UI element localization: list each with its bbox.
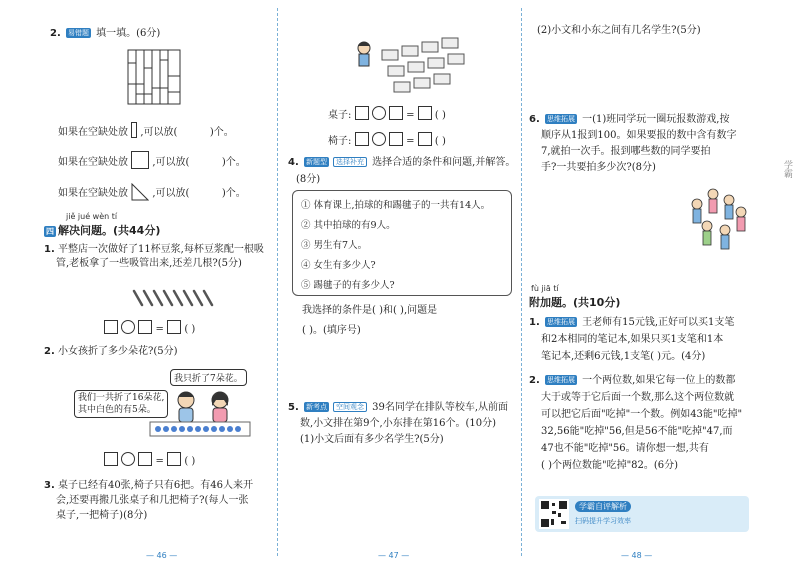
page-number: — 46 — bbox=[146, 551, 178, 560]
speech-bubble-girl: 我只折了7朵花。 bbox=[170, 369, 247, 386]
page-number: — 47 — bbox=[378, 551, 410, 560]
section-title: 四 解决问题。(共44分) bbox=[46, 224, 161, 237]
page-number: — 48 — bbox=[621, 551, 653, 560]
question-4-score: (8分) bbox=[296, 174, 321, 185]
promo-banner[interactable] bbox=[535, 496, 749, 532]
equation-1: = ( ) bbox=[104, 320, 195, 337]
problem-3: 3. 桌子已经有40张,椅子只有6把。有46人来开 会,还要再搬几张桌子和几把椅子?(每人一张 桌子,一把椅子)(8分) bbox=[44, 480, 253, 521]
choose-line-1: 我选择的条件是( )和( ),问题是 bbox=[302, 305, 438, 316]
question-badge: 新题型 bbox=[305, 158, 327, 166]
children-group-illustration bbox=[685, 186, 751, 256]
question-badge: 选择补充 bbox=[333, 157, 367, 167]
fill-line-3: 如果在空缺处放 ,可以放( )个。 bbox=[58, 183, 246, 201]
question-badge: 思维拓展 bbox=[546, 115, 575, 123]
page-48 bbox=[525, 0, 800, 566]
option-1[interactable]: ① 体育课上,拍球的和踢毽子的一共有14人。 bbox=[301, 200, 491, 211]
thin-bar-shape bbox=[131, 122, 137, 138]
desk-equation: 桌子: = ( ) bbox=[328, 106, 446, 123]
promo-text: 扫码提升学习效率 bbox=[575, 517, 631, 525]
question-badge: 思维拓展 bbox=[546, 318, 575, 326]
question-badge: 新考点 bbox=[305, 403, 327, 411]
bonus-question-1: 1. 思维拓展 王老师有15元钱,正好可以买1支笔 和2本相同的笔记本,如果只买1支笔和1本 笔记本,还剩6元钱,1支笔( )元。(4分) bbox=[529, 317, 735, 362]
bonus-title: 附加题。(共10分) bbox=[529, 296, 621, 309]
answer-box[interactable] bbox=[138, 320, 152, 334]
section-number-icon: 四 bbox=[46, 227, 54, 236]
question-badge: 空间观念 bbox=[333, 402, 367, 412]
question-2: 2. 易错题 填一填。(6分) bbox=[50, 28, 161, 39]
answer-box[interactable] bbox=[418, 106, 432, 120]
question-6: 6. 思维拓展 一(1)班同学玩一圈玩报数游戏,按 顺序从1报到100。如果要报的数中含有数字 7,就拍一次手。报到哪些数的同学要拍 手?一共要拍多少次?(8分) bbox=[529, 114, 737, 173]
answer-box[interactable] bbox=[104, 320, 118, 334]
answer-box[interactable] bbox=[104, 452, 118, 466]
page-46 bbox=[0, 0, 270, 566]
section-pinyin: jiě jué wèn tí bbox=[66, 212, 118, 221]
page-divider bbox=[277, 8, 278, 556]
conditions-box bbox=[292, 190, 512, 296]
question-badge: 易错题 bbox=[67, 29, 89, 37]
answer-box[interactable] bbox=[167, 320, 181, 334]
operator-circle[interactable] bbox=[121, 320, 135, 334]
promo-title: 学霸自评解析 bbox=[575, 501, 631, 512]
question-4: 4. 新题型 选择补充 选择合适的条件和问题,并解答。 bbox=[288, 157, 516, 168]
option-4[interactable]: ④ 女生有多少人? bbox=[301, 260, 376, 271]
problem-1: 1. 平整店一次做好了11杯豆浆,每杯豆浆配一根吸 管,老板拿了一些吸管出来,还差几根?(5分) bbox=[44, 244, 264, 269]
answer-box[interactable] bbox=[355, 106, 369, 120]
page-47 bbox=[282, 0, 520, 566]
sub-question-2: (2)小文和小东之间有几名学生?(5分) bbox=[537, 25, 701, 36]
option-3[interactable]: ③ 男生有7人。 bbox=[301, 240, 368, 251]
answer-box[interactable] bbox=[418, 132, 432, 146]
choose-line-2: ( )。(填序号) bbox=[302, 325, 361, 336]
children-flowers-illustration bbox=[120, 388, 255, 443]
answer-box[interactable] bbox=[389, 132, 403, 146]
square-shape bbox=[131, 151, 149, 169]
operator-circle[interactable] bbox=[121, 452, 135, 466]
question-5: 5. 新考点 空间观念 39名同学在排队等校车,从前面 数,小文排在第9个,小东排在第16个。(10分) (1)小文后面有多少名学生?(5分) bbox=[288, 402, 509, 445]
operator-circle[interactable] bbox=[372, 132, 386, 146]
fill-line-1: 如果在空缺处放 ,可以放( )个。 bbox=[58, 122, 234, 140]
answer-box[interactable] bbox=[389, 106, 403, 120]
problem-2: 2. 小女孩折了多少朵花?(5分) bbox=[44, 346, 178, 357]
page-divider bbox=[521, 8, 522, 556]
speech-bubble-boy: 我们一共折了16朵花, 其中白色的有5朵。 bbox=[74, 390, 168, 418]
answer-box[interactable] bbox=[167, 452, 181, 466]
operator-circle[interactable] bbox=[372, 106, 386, 120]
desks-chairs-illustration bbox=[352, 36, 482, 100]
side-text: 学霸 bbox=[782, 160, 792, 178]
option-5[interactable]: ⑤ 踢毽子的有多少人? bbox=[301, 280, 395, 291]
answer-box[interactable] bbox=[138, 452, 152, 466]
chair-equation: 椅子: = ( ) bbox=[328, 132, 446, 149]
answer-box[interactable] bbox=[355, 132, 369, 146]
fill-line-2: 如果在空缺处放 ,可以放( )个。 bbox=[58, 151, 246, 170]
question-badge: 思维拓展 bbox=[546, 376, 575, 384]
equation-2: = ( ) bbox=[104, 452, 195, 469]
qr-code-icon[interactable] bbox=[539, 499, 569, 529]
bonus-question-2: 2. 思维拓展 一个两位数,如果它每一位上的数都 大于或等于它后面一个数,那么这个两位数就 可以把它后面"吃掉"一个数。例如43能"吃掉" 32,56能"吃掉"56,但是56不能"吃掉"47,而 47也不能"吃掉"56。请你想一想,共有 ( )个两位数能"吃掉"82。(6分) bbox=[529, 375, 743, 471]
straws-illustration bbox=[130, 287, 225, 309]
grid-puzzle-figure bbox=[126, 48, 182, 106]
option-2[interactable]: ② 其中拍球的有9人。 bbox=[301, 220, 396, 231]
bonus-pinyin: fù jiā tí bbox=[531, 284, 559, 293]
triangle-shape bbox=[131, 183, 149, 201]
